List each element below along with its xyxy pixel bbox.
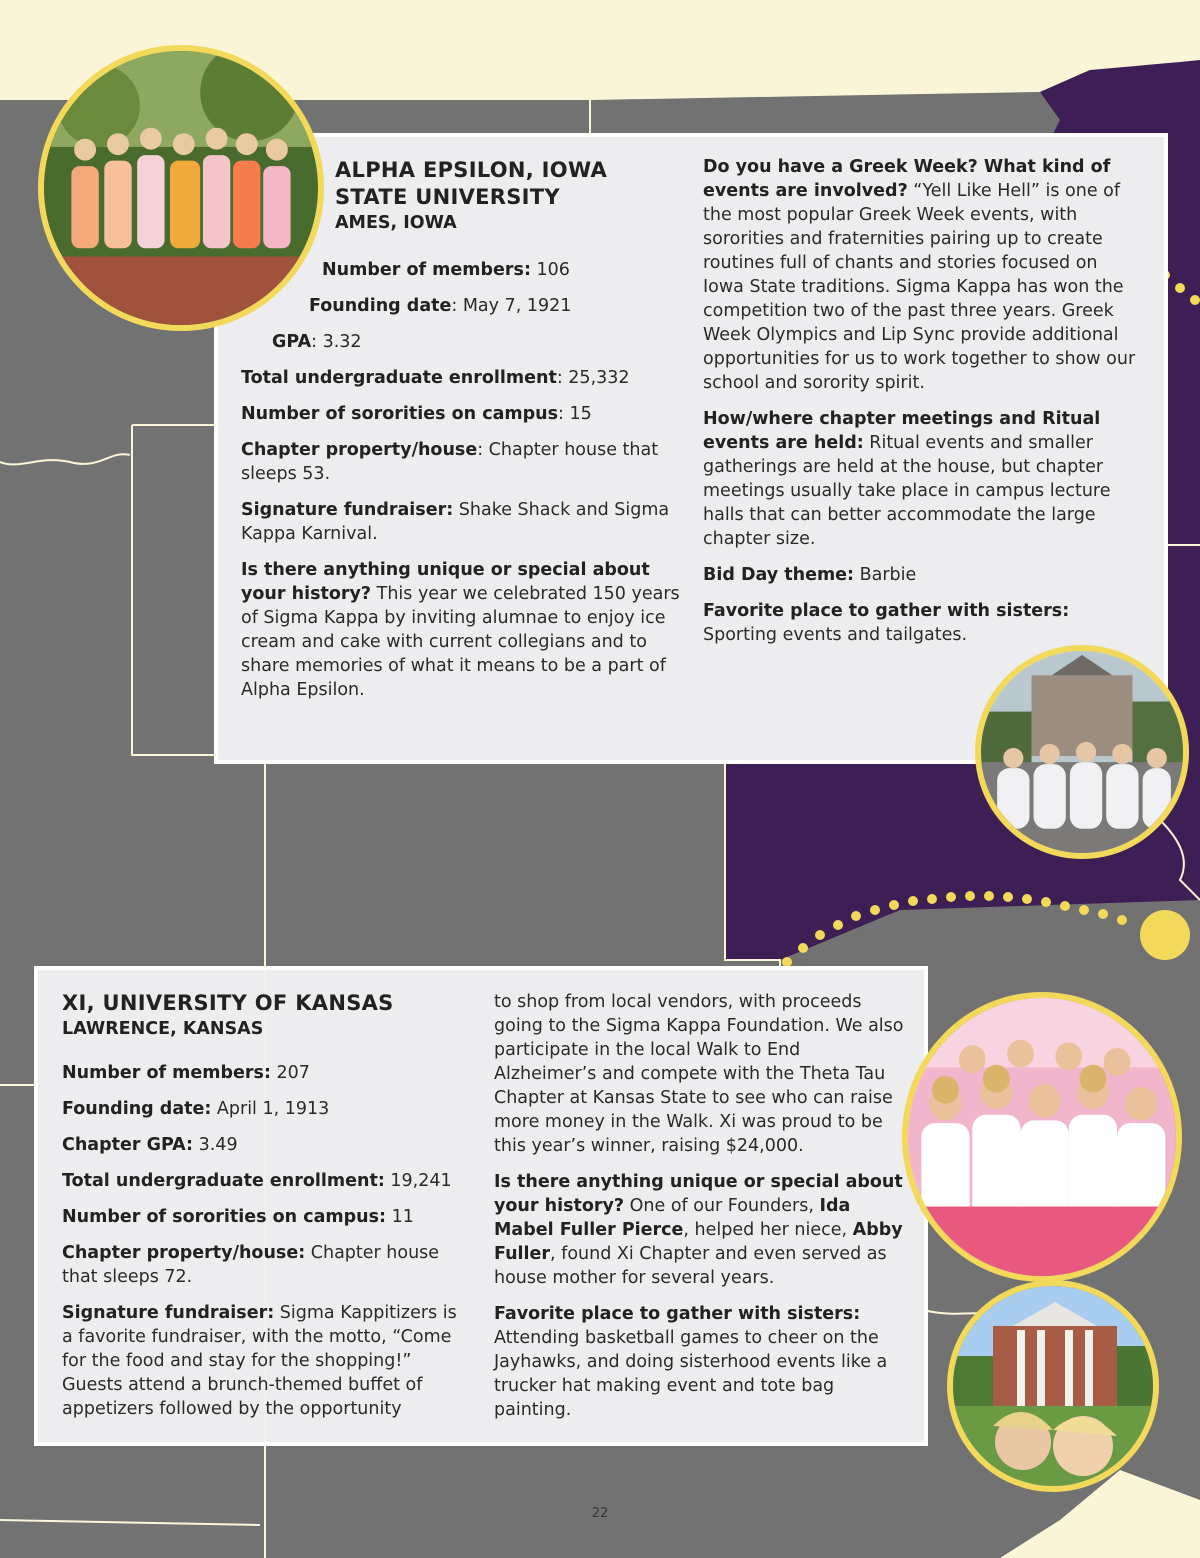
photo-xi-house: [947, 1280, 1159, 1492]
ch1-title: ALPHA EPSILON, IOWA STATE UNIVERSITY: [335, 158, 608, 209]
ch1-stat-unique: Is there anything unique or special about your history? This year we celebrated 150 years of Sigma Kappa by inviting alumnae to enjoy ice cream and cake with current collegians and to share memories of what it means to be a part of Alpha Epsilon.: [241, 560, 680, 700]
ch2-stat-founding: Founding date: April 1, 1913: [62, 1099, 330, 1119]
photo-alpha-epsilon-group: [38, 45, 324, 331]
ch1-stat-fundraiser: Signature fundraiser: Shake Shack and Sigma Kappa Karnival.: [241, 500, 670, 544]
photo-xi-group: [902, 992, 1182, 1282]
ch1-stat-founding: Founding date: May 7, 1921: [309, 296, 572, 316]
ch1-right-column: [703, 155, 1143, 659]
ch2-location: LAWRENCE, KANSAS: [62, 1019, 264, 1039]
location-marker-dot: [1140, 910, 1190, 960]
ch1-favorite: Favorite place to gather with sisters: Sporting events and tailgates.: [703, 601, 1070, 645]
ch1-greekweek: Do you have a Greek Week? What kind of events are involved? “Yell Like Hell” is one of the most popular Greek Week events, with sororities and fraternities pairing up to create routines full of chants and stories focused on Iowa State traditions. Sigma Kappa has won the competition two of the past three years. Greek Week Olympics and Lip Sync provide additional opportunities for us to work together to show our school and sorority spirit.: [703, 157, 1136, 393]
ch2-favorite: Favorite place to gather with sisters: Attending basketball games to cheer on the Jayhawks, and doing sisterhood events like a trucker hat making event and tote bag painting.: [494, 1304, 888, 1420]
photo-alpha-epsilon-house: [975, 645, 1189, 859]
ch1-stat-sororities: Number of sororities on campus: 15: [241, 404, 592, 424]
ch1-stat-property: Chapter property/house: Chapter house that sleeps 53.: [241, 440, 659, 484]
ch2-title: XI, UNIVERSITY OF KANSAS: [62, 991, 394, 1015]
ch1-meetings: How/where chapter meetings and Ritual events are held: Ritual events and smaller gatherings are held at the house, but chapter meetings usually take place in campus lecture halls that can better accommodate the large chapter size.: [703, 409, 1111, 549]
ch1-left-column: [241, 366, 681, 714]
ch2-stat-property: Chapter property/house: Chapter house that sleeps 72.: [62, 1243, 440, 1287]
ch2-left-column: [62, 990, 467, 1433]
ch2-stat-gpa: Chapter GPA: 3.49: [62, 1135, 238, 1155]
ch1-stat-enrollment: Total undergraduate enrollment: 25,332: [241, 368, 630, 388]
ch1-location: AMES, IOWA: [335, 213, 457, 233]
ch1-bidday: Bid Day theme: Barbie: [703, 565, 917, 585]
ch1-stat-members: Number of members: 106: [322, 260, 570, 280]
ch2-stat-enrollment: Total undergraduate enrollment: 19,241: [62, 1171, 452, 1191]
ch2-stat-members: Number of members: 207: [62, 1063, 310, 1083]
ch2-unique: Is there anything unique or special about your history? One of our Founders, Ida Mabel Fuller Pierce, helped her niece, Abby Fuller, found Xi Chapter and even served as house mother for several years.: [494, 1172, 903, 1288]
ch1-stat-gpa: GPA: 3.32: [272, 332, 362, 352]
ch2-stat-sororities: Number of sororities on campus: 11: [62, 1207, 414, 1227]
ch1-header: [335, 157, 685, 255]
ch2-stat-fundraiser: Signature fundraiser: Sigma Kappitizers is a favorite fundraiser, with the motto, “Come for the food and stay for the shopping!” Guests attend a brunch-themed buffet of appetizers followed by the opportunity: [62, 1303, 457, 1419]
page-number: 22: [591, 1506, 609, 1521]
ch2-fundraiser-continued: to shop from local vendors, with proceeds going to the Sigma Kappa Foundation. We also participate in the local Walk to End Alzheimer’s and compete with the Theta Tau Chapter at Kansas State to see who can raise more money in the Walk. Xi was proud to be this year’s winner, raising $24,000.: [494, 992, 904, 1156]
ch2-right-column: [494, 990, 906, 1434]
